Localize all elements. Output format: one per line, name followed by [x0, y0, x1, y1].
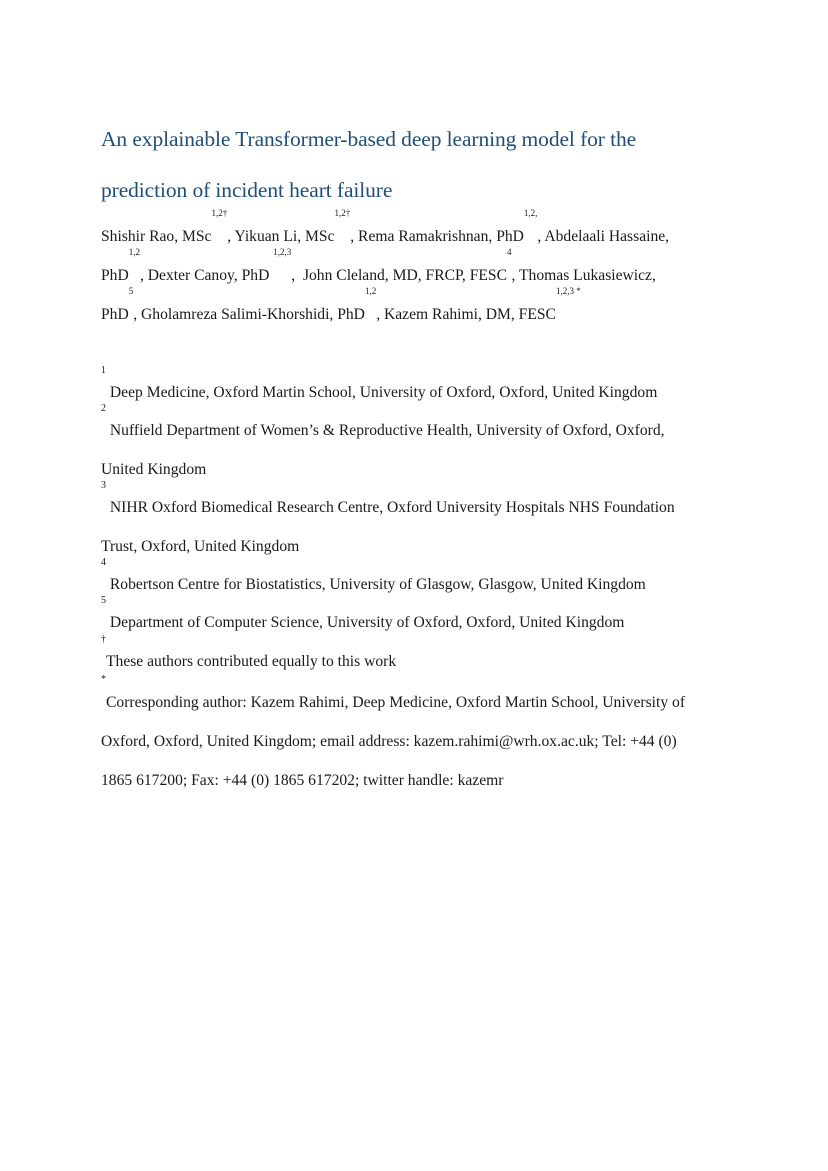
author-line-1: Shishir Rao, MSc$^{1,2\dagger}$, Yikuan Li, MSc$^{1,2\dagger}$, Rema Ramakrishnan, PhD$^{1,2,}$, Abdelaali Hassaine, [101, 208, 670, 245]
affiliation-text: Deep Medicine, Oxford Martin School, University of Oxford, Oxford, United Kingdom [109, 384, 658, 401]
author-affiliation-marks: 1,2† [211, 208, 228, 218]
author-list [101, 208, 741, 334]
corresponding-text: Corresponding author: Kazem Rahimi, Deep Medicine, Oxford Martin School, University of [106, 694, 686, 711]
author-name: Kazem Rahimi, DM, FESC [384, 306, 556, 323]
author-line-2: PhD$^{1,2}$, Dexter Canoy, PhD $^{1,2,3}$, John Cleland, MD, FRCP, FESC$^4$, Thomas Lukasiewicz, [101, 247, 656, 284]
asterisk-mark: * [101, 674, 106, 685]
affiliation-text: Department of Computer Science, University of Oxford, Oxford, United Kingdom [109, 614, 625, 632]
affiliation-list [101, 365, 741, 681]
affiliation-4 [101, 557, 741, 607]
author-affiliation-marks: 1,2,3 * [555, 286, 581, 296]
affiliation-number: 3 [101, 480, 106, 492]
affiliation-number: 2 [101, 403, 106, 415]
affiliation-2-continued: United Kingdom [101, 460, 207, 478]
affiliation-text: NIHR Oxford Biomedical Research Centre, Oxford University Hospitals NHS Foundation [109, 499, 675, 517]
author-affiliation-marks: 5 [128, 286, 134, 296]
affiliation-5 [101, 595, 741, 642]
author-name: Dexter Canoy, PhD [147, 267, 274, 284]
equal-contribution-note [101, 633, 741, 681]
corresponding-author [101, 674, 741, 800]
author-affiliation-marks: 1,2† [334, 208, 351, 218]
author-name: Shishir Rao, MSc [101, 228, 212, 245]
affiliation-3-continued: Trust, Oxford, United Kingdom [101, 537, 300, 555]
affiliation-number: 1 [101, 365, 106, 376]
author-name: Yikuan Li, MSc [234, 228, 335, 245]
title-line-1: An explainable Transformer-based deep learning model for the [101, 127, 637, 151]
affiliation-1 [101, 365, 741, 415]
author-affiliation-marks: 1,2 [128, 247, 140, 257]
affiliation-text: Robertson Centre for Biostatistics, University of Glasgow, Glasgow, United Kingdom [109, 576, 646, 594]
affiliation-number: 4 [101, 557, 106, 569]
corresponding-line-3: 1865 617200; Fax: +44 (0) 1865 617202; twitter handle: kazemr [101, 772, 504, 789]
author-affiliation-marks: 1,2,3 [273, 247, 292, 257]
affiliation-text: Nuffield Department of Women’s & Reproductive Health, University of Oxford, Oxford, [109, 422, 665, 440]
author-name: Abdelaali Hassaine, [544, 228, 670, 245]
affiliation-2 [101, 403, 741, 450]
author-affiliation-marks: 1,2, [523, 208, 538, 218]
affiliation-3 [101, 480, 741, 527]
author-affiliation-marks: 1,2 [364, 286, 377, 296]
author-line-3: PhD$^5$, Gholamreza Salimi-Khorshidi, PhD$^{1,2}$, Kazem Rahimi, DM, $FESC^{1,2,3 *}$ [101, 286, 581, 323]
author-name: Rema Ramakrishnan, PhD [358, 228, 524, 245]
author-name: John Cleland, MD, FRCP, FESC [302, 267, 508, 284]
author-name: Gholamreza Salimi-Khorshidi, PhD [141, 306, 365, 323]
author-name: PhD [101, 267, 129, 284]
affiliation-number: 5 [101, 595, 106, 607]
paper-title [101, 114, 741, 216]
author-name: Thomas Lukasiewicz, [519, 267, 656, 284]
corresponding-line-1 [101, 674, 741, 722]
author-affiliation-marks: 4 [507, 247, 512, 257]
author-name: PhD [101, 306, 129, 323]
dagger-mark: † [101, 633, 106, 645]
title-line-2: prediction of incident heart failure [101, 178, 393, 202]
corresponding-line-2: Oxford, Oxford, United Kingdom; email address: kazem.rahimi@wrh.ox.ac.uk; Tel: +44 (0) [101, 733, 677, 750]
equal-contribution-text: These authors contributed equally to this work [106, 652, 397, 670]
